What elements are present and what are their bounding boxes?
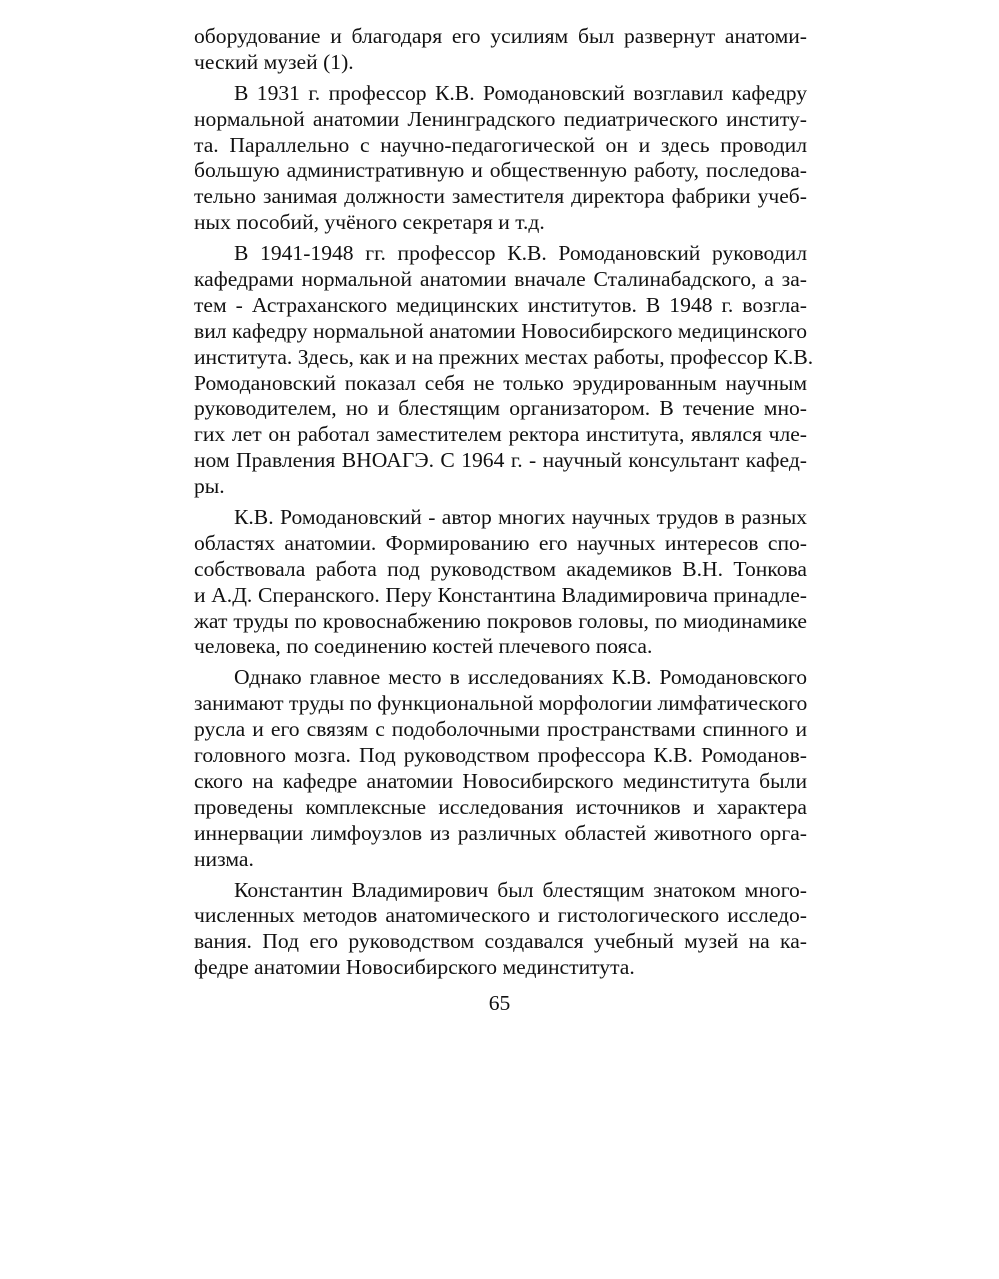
text-line: и А.Д. Сперанского. Перу Константина Владимировича принадле- bbox=[194, 582, 807, 607]
text-line: занимают труды по функциональной морфологии лимфатического bbox=[194, 691, 808, 716]
text-line: жат труды по кровоснабжению покровов головы, по миодинамике bbox=[194, 608, 807, 633]
paragraph-3 bbox=[194, 241, 814, 500]
text-line: головного мозга. Под руководством профессора К.В. Ромоданов- bbox=[194, 743, 807, 768]
text-line: В 1931 г. профессор К.В. Ромодановский возглавил кафедру bbox=[234, 80, 807, 105]
text-line: ры. bbox=[194, 474, 225, 499]
text-line: Однако главное место в исследованиях К.В. Ромодановского bbox=[234, 665, 807, 690]
text-line: Ромодановский показал себя не только эрудированным научным bbox=[194, 370, 807, 395]
text-line: вил кафедру нормальной анатомии Новосибирского медицинского bbox=[194, 318, 807, 343]
paragraph-5 bbox=[194, 665, 807, 872]
text-line: ном Правления ВНОАГЭ. С 1964 г. - научный консультант кафед- bbox=[194, 448, 807, 473]
text-line: Константин Владимирович был блестящим знатоком много- bbox=[234, 877, 807, 902]
text-line: федре анатомии Новосибирского мединститута. bbox=[194, 955, 635, 980]
text-line: та. Параллельно с научно-педагогической он и здесь проводил bbox=[194, 132, 807, 157]
text-line: тельно занимая должности заместителя директора фабрики учеб- bbox=[194, 184, 807, 209]
text-line: руководителем, но и блестящим организатором. В течение мно- bbox=[194, 396, 807, 421]
text-line: института. Здесь, как и на прежних местах работы, профессор К.В. bbox=[194, 344, 814, 369]
paragraph-4 bbox=[194, 505, 807, 660]
text-line: областях анатомии. Формированию его научных интересов спо- bbox=[194, 530, 807, 555]
text-line: оборудование и благодаря его усилиям был развернут анатоми- bbox=[194, 24, 807, 48]
text-line: русла и его связям с подоболочными пространствами спинного и bbox=[194, 717, 807, 742]
text-line: вания. Под его руководством создавался учебный музей на ка- bbox=[194, 929, 807, 954]
text-line: ческий музей (1). bbox=[194, 49, 354, 74]
text-line: иннервации лимфоузлов из различных областей животного орга- bbox=[194, 820, 807, 845]
text-line: кафедрами нормальной анатомии вначале Сталинабадского, а за- bbox=[194, 267, 807, 292]
text-line: численных методов анатомического и гистологического исследо- bbox=[194, 903, 807, 928]
text-line: нормальной анатомии Ленинградского педиатрического институ- bbox=[194, 106, 807, 131]
paragraph-2 bbox=[194, 81, 807, 236]
paragraph-1 bbox=[194, 24, 807, 76]
text-line: В 1941-1948 гг. профессор К.В. Ромодановский руководил bbox=[234, 241, 807, 266]
text-line: человека, по соединению костей плечевого пояса. bbox=[194, 634, 653, 659]
paragraph-6 bbox=[194, 878, 807, 982]
text-line: К.В. Ромодановский - автор многих научных трудов в разных bbox=[234, 505, 807, 530]
text-line: большую административную и общественную работу, последова- bbox=[194, 158, 807, 183]
body-text bbox=[194, 24, 814, 981]
text-line: гих лет он работал заместителем ректора института, являлся чле- bbox=[194, 422, 807, 447]
text-line: низма. bbox=[194, 846, 254, 871]
page-number: 65 bbox=[488, 991, 511, 1015]
text-line: ского на кафедре анатомии Новосибирского мединститута были bbox=[194, 768, 807, 793]
text-line: ных пособий, учёного секретаря и т.д. bbox=[194, 210, 545, 235]
text-line: собствовала работа под руководством академиков В.Н. Тонкова bbox=[194, 556, 807, 581]
text-line: проведены комплексные исследования источников и характера bbox=[194, 794, 807, 819]
text-line: тем - Астраханского медицинских институтов. В 1948 г. возгла- bbox=[194, 292, 807, 317]
